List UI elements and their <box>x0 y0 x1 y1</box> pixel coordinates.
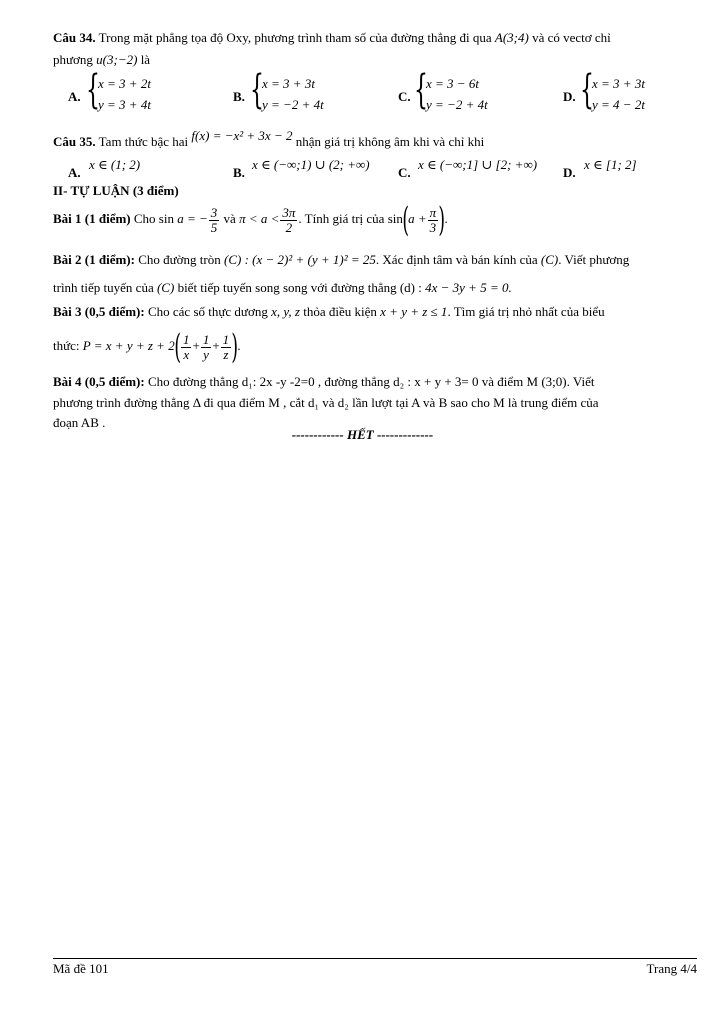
q34-option-c-label: C. <box>398 89 411 104</box>
bai3-line1: Bài 3 (0,5 điểm): Cho các số thực dương x, y, z thỏa điều kiện x + y + z ≤ 1. Tìm giá trị nhỏ nhất của biểu <box>53 304 605 319</box>
q34-option-b-label: B. <box>233 89 245 104</box>
q34-option-d-label: D. <box>563 89 576 104</box>
q35-option-d-label: D. <box>563 165 576 180</box>
q35-option-b-label: B. <box>233 165 245 180</box>
bai4-line3: đoạn AB . <box>53 415 106 430</box>
q35-option-d: x ∈ [1; 2] <box>584 157 637 172</box>
bai3-line2: thức: P = x + y + z + 2( $\frac{1}{x}$ + $\frac{1}{y}$ + $\frac{1}{z}$ ). <box>53 327 241 368</box>
bai4-line2: phương trình đường thẳng Δ đi qua điểm M , cắt d₁ và d₂ lần lượt tại A và B sao cho M là trung điểm của <box>53 395 599 410</box>
q35-option-c: x ∈ (−∞;1] ∪ [2; +∞) <box>418 157 538 172</box>
line-d-equation: 4x − 3y + 5 = 0. <box>425 280 512 295</box>
footer-page-number: Trang 4/4 <box>646 961 697 976</box>
q35-option-a-label: A. <box>68 165 81 180</box>
q35-label: Câu 35. <box>53 134 96 149</box>
bai1-label: Bài 1 (1 điểm) <box>53 211 131 226</box>
bai2-line1: Bài 2 (1 điểm): Cho đường tròn (C) : (x − 2)² + (y + 1)² = 25. Xác định tâm và bán kính của (C). Viết phương <box>53 252 630 267</box>
bai3-label: Bài 3 (0,5 điểm): <box>53 304 145 319</box>
bai2-line2: trình tiếp tuyến của (C) biết tiếp tuyến song song với đường thẳng (d) : 4x − 3y + 5 = 0. <box>53 280 512 295</box>
q35-line1: Câu 35. Tam thức bậc hai f(x) = −x² + 3x − 2 nhận giá trị không âm khi và chỉ khi <box>53 128 485 149</box>
q34-option-a-label: A. <box>68 89 81 104</box>
q34-line1: Câu 34. Trong mặt phẳng tọa độ Oxy, phương trình tham số của đường thẳng đi qua A(3;4) và có vectơ chỉ <box>53 30 611 45</box>
bai4-line1: Bài 4 (0,5 điểm): Cho đường thẳng d₁: 2x -y -2=0 , đường thẳng d₂ : x + y + 3= 0 và điểm M (3;0). Viết <box>53 374 595 389</box>
q34-label: Câu 34. <box>53 30 96 45</box>
bai1: Bài 1 (1 điểm) Cho sin a = − $\frac{3}{5}$ và π < a < $\frac{3\pi}{2}$ . Tính giá trị của sin(a + $\frac{\pi}{3}$ ). <box>53 200 448 241</box>
q35-option-b: x ∈ (−∞;1) ∪ (2; +∞) <box>252 157 370 172</box>
expression-p: P = x + y + z + 2 <box>82 338 175 353</box>
circle-equation: (C) : (x − 2)² + (y + 1)² = 25 <box>224 252 376 267</box>
end-marker: ------------ HẾT ------------- <box>291 427 434 442</box>
bai2-label: Bài 2 (1 điểm): <box>53 252 135 267</box>
bai4-label: Bài 4 (0,5 điểm): <box>53 374 145 389</box>
q35-function: f(x) = −x² + 3x − 2 <box>191 128 293 143</box>
q35-option-a: x ∈ (1; 2) <box>89 157 141 172</box>
vector-u: u(3;−2) <box>96 52 138 67</box>
part2-title: II- TỰ LUẬN (3 điểm) <box>53 183 179 198</box>
q35-option-c-label: C. <box>398 165 411 180</box>
footer-divider <box>53 958 697 959</box>
q34-line2: phương u(3;−2) là <box>53 52 151 67</box>
footer-exam-code: Mã đề 101 <box>53 961 109 976</box>
